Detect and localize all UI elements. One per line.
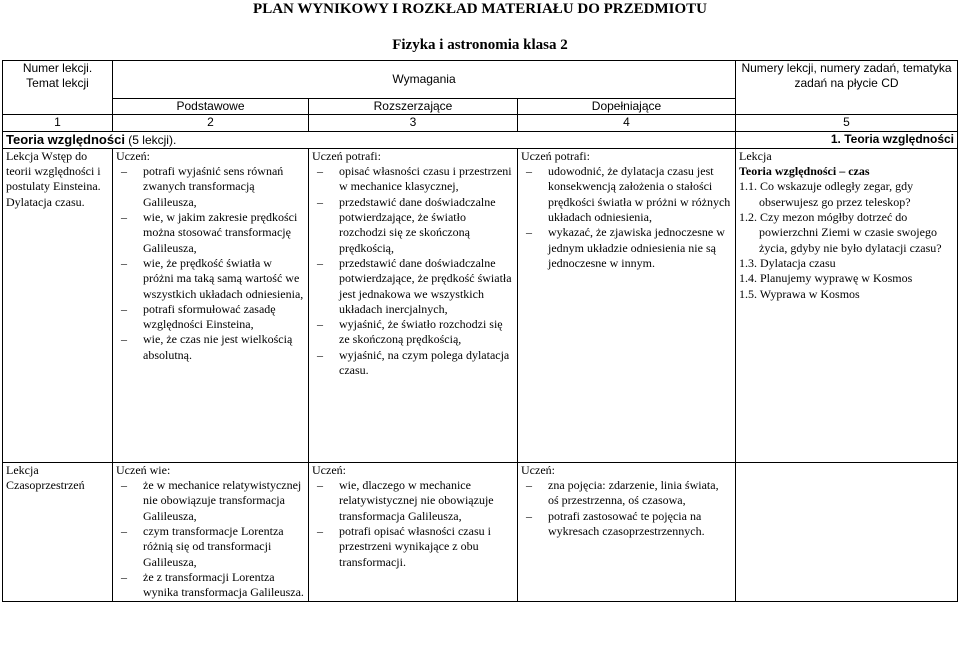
cd-topic-title: Teoria względności – czas xyxy=(739,164,870,179)
header-level-extended: Rozszerzające xyxy=(309,99,518,115)
list-item: – zna pojęcia: zdarzenie, linia świata, oś przestrzenna, oś czasowa, xyxy=(521,478,732,509)
header-level-basic: Podstawowe xyxy=(113,99,309,115)
cd-lessons xyxy=(736,148,958,462)
requirements-list xyxy=(521,478,732,539)
requirements-heading: Uczeń potrafi: xyxy=(312,148,381,163)
cd-item: 1.5. Wyprawa w Kosmos xyxy=(739,286,860,301)
list-item: – potrafi sformułować zasadę względności Einsteina, xyxy=(116,302,305,333)
list-item: – przedstawić dane doświadczalne potwierdzające, że światło rozchodzi się ze skończoną prędkością, xyxy=(312,195,514,256)
document-title: PLAN WYNIKOWY I ROZKŁAD MATERIAŁU DO PRZEDMIOTU xyxy=(253,1,707,17)
column-number: 1 xyxy=(3,115,113,131)
lesson-row xyxy=(3,462,958,601)
list-item: – wykazać, że zjawiska jednoczesne w jednym układzie odniesienia nie są jednoczesne w innym. xyxy=(521,225,732,271)
requirements-heading: Uczeń wie: xyxy=(116,462,171,477)
requirements-list xyxy=(312,478,514,570)
column-numbers-row xyxy=(3,115,958,131)
requirements-heading: Uczeń: xyxy=(116,148,150,163)
section-name: Teoria względności xyxy=(6,131,125,147)
list-item: – że z transformacji Lorentza wynika transformacja Galileusza. xyxy=(116,570,305,601)
supplementary-requirements xyxy=(518,462,736,601)
header-cd-numbers: Numery lekcji, numery zadań, tematyka zadań na płycie CD xyxy=(736,61,958,115)
section-right-label: 1. Teoria względności xyxy=(736,131,958,148)
section-row xyxy=(3,131,958,148)
list-item: – potrafi zastosować te pojęcia na wykresach czasoprzestrzennych. xyxy=(521,509,732,540)
list-item: – udowodnić, że dylatacja czasu jest konsekwencją założenia o stałości prędkości światła w próżni w różnych układach odniesienia, xyxy=(521,164,732,225)
requirements-heading: Uczeń potrafi: xyxy=(521,148,590,163)
basic-requirements xyxy=(113,462,309,601)
lesson-title: Lekcja Wstęp do teorii względności i postulaty Einsteina. Dylatacja czasu. xyxy=(3,148,113,462)
cd-item: 1.2. Czy mezon mógłby dotrzeć do powierzchni Ziemi w czasie swojego życia, gdyby nie było dylatacji czasu? xyxy=(739,210,942,255)
requirements-heading: Uczeń: xyxy=(312,462,346,477)
header-level-supplementary: Dopełniające xyxy=(518,99,736,115)
cd-heading: Lekcja xyxy=(739,148,772,163)
column-number: 2 xyxy=(113,115,309,131)
column-number: 4 xyxy=(518,115,736,131)
lesson-row xyxy=(3,148,958,462)
list-item: – opisać własności czasu i przestrzeni w mechanice klasycznej, xyxy=(312,164,514,195)
list-item: – że w mechanice relatywistycznej nie obowiązuje transformacja Galileusza, xyxy=(116,478,305,524)
header-lesson-number: Numer lekcji. Temat lekcji xyxy=(3,61,113,115)
extended-requirements xyxy=(309,462,518,601)
supplementary-requirements xyxy=(518,148,736,462)
extended-requirements xyxy=(309,148,518,462)
list-item: – przedstawić dane doświadczalne potwierdzające, że prędkość światła jest jednakowa we wszystkich układach inercjalnych, xyxy=(312,256,514,317)
list-item: – czym transformacje Lorentza różnią się od transformacji Galileusza, xyxy=(116,524,305,570)
list-item: – wyjaśnić, na czym polega dylatacja czasu. xyxy=(312,348,514,379)
section-title xyxy=(3,131,736,148)
list-item: – potrafi opisać własności czasu i przestrzeni wynikające z obu transformacji. xyxy=(312,524,514,570)
list-item: – wie, że czas nie jest wielkością absolutną. xyxy=(116,332,305,363)
column-number: 5 xyxy=(736,115,958,131)
document-subtitle: Fizyka i astronomia klasa 2 xyxy=(392,37,568,53)
section-count: (5 lekcji). xyxy=(128,132,177,147)
list-item: – potrafi wyjaśnić sens równań zwanych transformacją Galileusza, xyxy=(116,164,305,210)
header-requirements: Wymagania xyxy=(113,61,736,99)
lesson-title: Lekcja Czasoprzestrzeń xyxy=(3,462,113,601)
column-number: 3 xyxy=(309,115,518,131)
requirements-list xyxy=(312,164,514,378)
header-row xyxy=(3,61,958,99)
basic-requirements xyxy=(113,148,309,462)
requirements-list xyxy=(116,164,305,363)
cd-item: 1.1. Co wskazuje odległy zegar, gdy obserwujesz go przez teleskop? xyxy=(739,179,914,209)
requirements-list xyxy=(116,478,305,600)
cd-item: 1.3. Dylatacja czasu xyxy=(739,255,836,270)
requirements-list xyxy=(521,164,732,271)
cd-lessons-empty xyxy=(736,462,958,601)
requirements-heading: Uczeń: xyxy=(521,462,555,477)
list-item: – wie, dlaczego w mechanice relatywistycznej nie obowiązuje transformacja Galileusza, xyxy=(312,478,514,524)
list-item: – wie, w jakim zakresie prędkości można stosować transformację Galileusza, xyxy=(116,210,305,256)
plan-table xyxy=(2,60,958,602)
list-item: – wyjaśnić, że światło rozchodzi się ze skończoną prędkością, xyxy=(312,317,514,348)
cd-item: 1.4. Planujemy wyprawę w Kosmos xyxy=(739,271,913,286)
list-item: – wie, że prędkość światła w próżni ma taką samą wartość we wszystkich układach odniesienia, xyxy=(116,256,305,302)
